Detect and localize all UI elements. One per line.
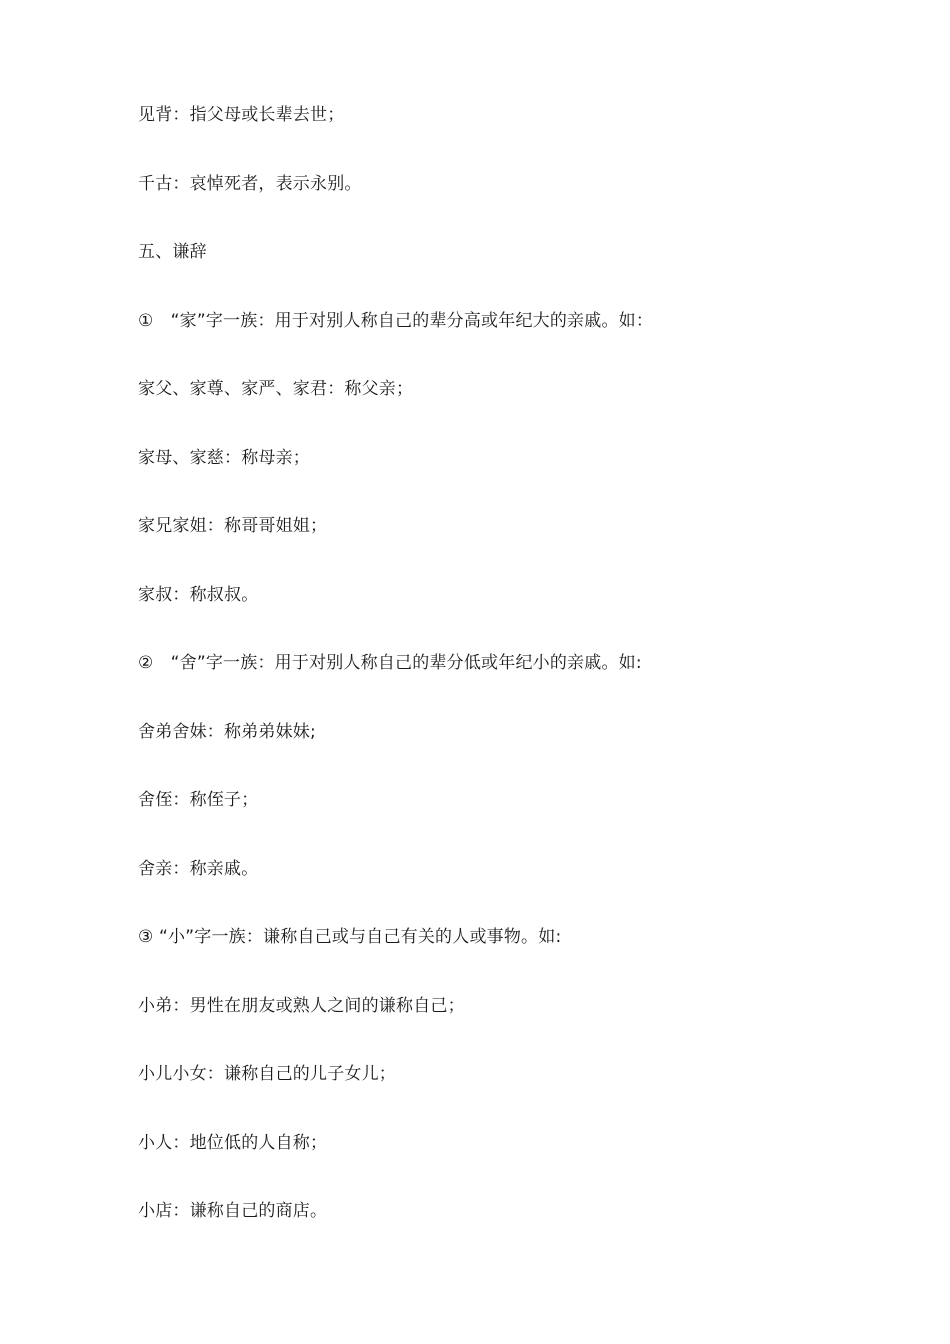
text-line: 舍亲：称亲戚。 — [138, 859, 259, 879]
text-line: 家兄家姐：称哥哥姐姐； — [138, 516, 328, 536]
list-item-heading: ② “舍”字一族：用于对别人称自己的辈分低或年纪小的亲戚。如: — [138, 653, 642, 673]
text-line: 小儿小女：谦称自己的儿子女儿； — [138, 1064, 396, 1084]
section-heading: 五、谦辞 — [138, 242, 207, 262]
text-line: 小店：谦称自己的商店。 — [138, 1201, 328, 1221]
list-item-heading: ③ “小”字一族：谦称自己或与自己有关的人或事物。如: — [138, 927, 562, 947]
text-line: 家父、家尊、家严、家君：称父亲； — [138, 379, 414, 399]
text-line: 小人：地位低的人自称； — [138, 1133, 328, 1153]
text-line: 家叔：称叔叔。 — [138, 585, 259, 605]
text-line: 舍弟舍妹：称弟弟妹妹; — [138, 722, 316, 742]
text-line: 千古：哀悼死者，表示永别。 — [138, 174, 362, 194]
text-line: 见背：指父母或长辈去世； — [138, 105, 345, 125]
text-line: 家母、家慈：称母亲； — [138, 448, 310, 468]
list-item-heading: ① “家”字一族：用于对别人称自己的辈分高或年纪大的亲戚。如： — [138, 311, 654, 331]
text-line: 舍侄：称侄子； — [138, 790, 259, 810]
text-line: 小弟：男性在朋友或熟人之间的谦称自己； — [138, 996, 465, 1016]
